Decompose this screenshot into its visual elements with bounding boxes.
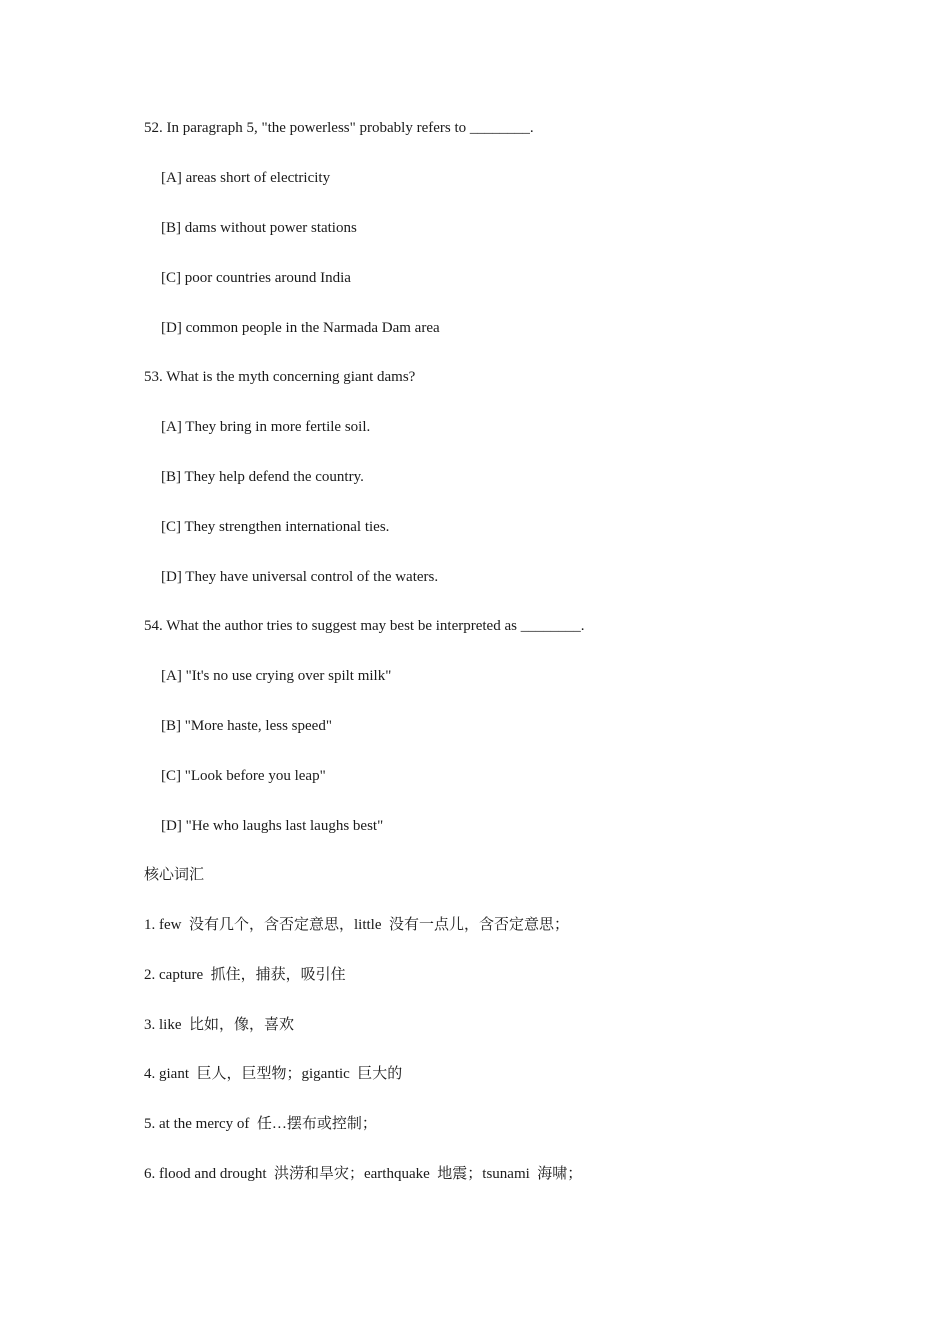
- question-52-option-d: [D] common people in the Narmada Dam area: [161, 320, 440, 336]
- question-52-option-c: [C] poor countries around India: [161, 270, 351, 286]
- vocab-item-4: 4. giant 巨人，巨型物；gigantic 巨大的: [144, 1066, 403, 1082]
- vocab-item-1: 1. few 没有几个，含否定意思，little 没有一点儿，含否定意思；: [144, 917, 569, 933]
- question-53-option-b: [B] They help defend the country.: [161, 469, 364, 485]
- question-53-option-a: [A] They bring in more fertile soil.: [161, 419, 371, 435]
- question-53-stem: 53. What is the myth concerning giant dams?: [144, 369, 416, 385]
- question-53-option-d: [D] They have universal control of the waters.: [161, 569, 439, 585]
- vocab-item-6: 6. flood and drought 洪涝和旱灾；earthquake 地震；tsunami 海啸；: [144, 1166, 583, 1182]
- question-54-option-c: [C] "Look before you leap": [161, 768, 326, 784]
- question-53-option-c: [C] They strengthen international ties.: [161, 519, 390, 535]
- question-52-stem: 52. In paragraph 5, "the powerless" probably refers to ________.: [144, 120, 534, 136]
- question-54-stem: 54. What the author tries to suggest may best be interpreted as ________.: [144, 618, 585, 634]
- vocab-item-2: 2. capture 抓住，捕获，吸引住: [144, 967, 346, 983]
- question-52-option-a: [A] areas short of electricity: [161, 170, 331, 186]
- vocab-item-5: 5. at the mercy of 任…摆布或控制；: [144, 1116, 377, 1132]
- vocab-heading: 核心词汇: [144, 867, 205, 883]
- question-54-option-a: [A] "It's no use crying over spilt milk": [161, 668, 392, 684]
- vocab-item-3: 3. like 比如，像，喜欢: [144, 1017, 294, 1033]
- question-54-option-b: [B] "More haste, less speed": [161, 718, 332, 734]
- question-54-option-d: [D] "He who laughs last laughs best": [161, 818, 384, 834]
- question-52-option-b: [B] dams without power stations: [161, 220, 357, 236]
